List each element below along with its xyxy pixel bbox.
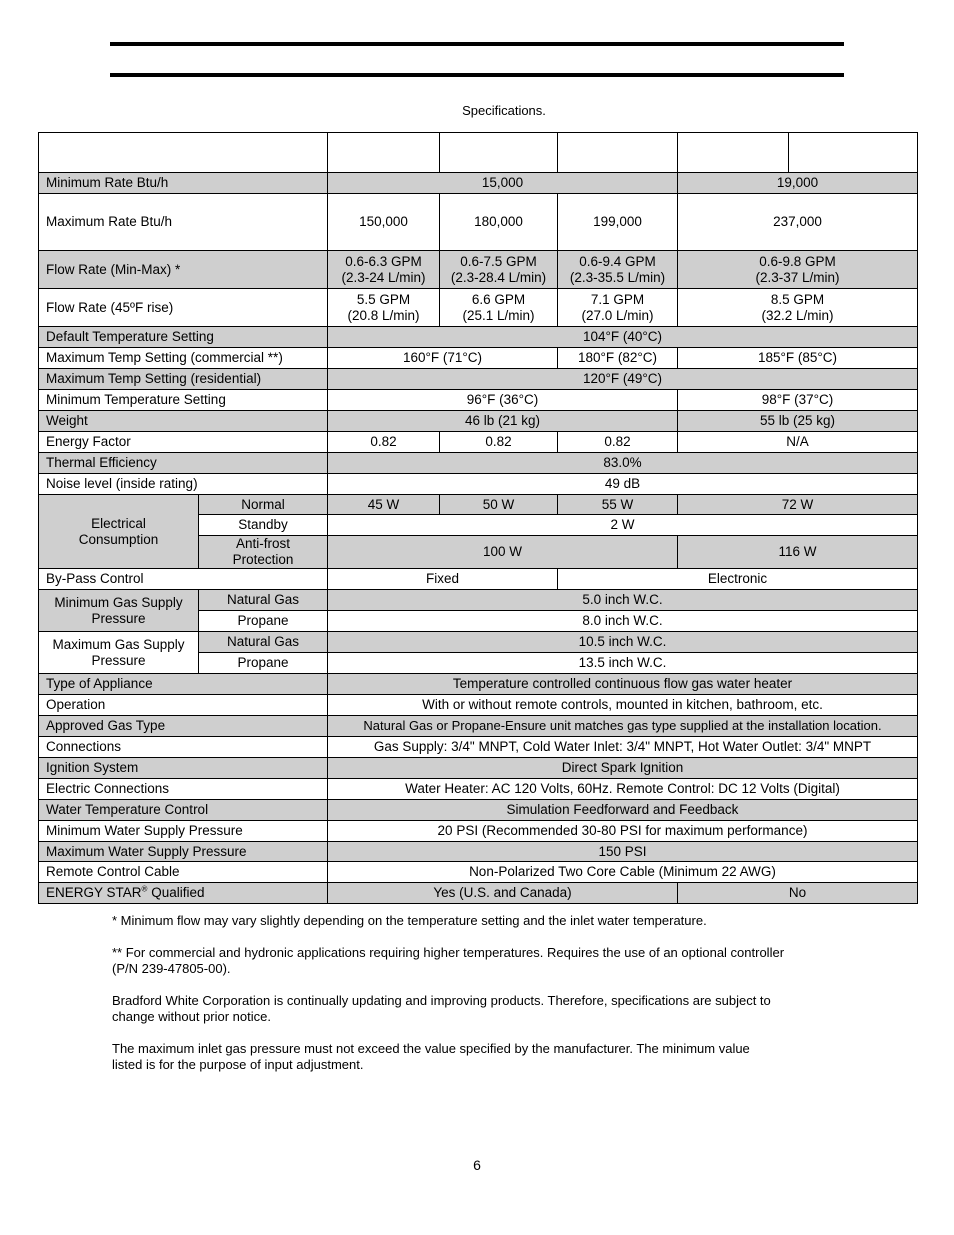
cell-value: 72 W bbox=[678, 495, 918, 515]
table-row bbox=[39, 173, 918, 194]
table-row bbox=[39, 674, 918, 695]
table-row bbox=[39, 194, 918, 251]
row-label: Minimum Rate Btu/h bbox=[39, 173, 328, 194]
cell-value: 0.82 bbox=[558, 432, 678, 453]
cell-value: Water Heater: AC 120 Volts, 60Hz. Remote Control: DC 12 Volts (Digital) bbox=[328, 779, 918, 800]
table-row bbox=[39, 590, 918, 611]
row-label: Electric Connections bbox=[39, 779, 328, 800]
header-cell-model-3 bbox=[558, 133, 678, 173]
table-row bbox=[39, 289, 918, 327]
cell-value: 104°F (40°C) bbox=[328, 327, 918, 348]
cell-line: Pressure bbox=[91, 652, 146, 668]
cell-value bbox=[440, 289, 558, 327]
cell-value: 120°F (49°C) bbox=[328, 369, 918, 390]
cell-value: 45 W bbox=[328, 495, 440, 515]
row-sublabel: Propane bbox=[199, 611, 328, 632]
top-rule-1 bbox=[110, 42, 844, 46]
cell-value: 96°F (36°C) bbox=[328, 390, 678, 411]
cell-value: Simulation Feedforward and Feedback bbox=[328, 800, 918, 821]
table-row bbox=[39, 842, 918, 862]
row-label: Maximum Rate Btu/h bbox=[39, 194, 328, 251]
cell-value: 19,000 bbox=[678, 173, 918, 194]
cell-value: 20 PSI (Recommended 30-80 PSI for maximum performance) bbox=[328, 821, 918, 842]
cell-value bbox=[558, 251, 678, 289]
table-row bbox=[39, 453, 918, 474]
row-label: Ignition System bbox=[39, 758, 328, 779]
table-row bbox=[39, 411, 918, 432]
cell-value bbox=[678, 289, 918, 327]
cell-value: 0.82 bbox=[328, 432, 440, 453]
row-label: Maximum Water Supply Pressure bbox=[39, 842, 328, 862]
cell-value: 55 lb (25 kg) bbox=[678, 411, 918, 432]
cell-value: 150,000 bbox=[328, 194, 440, 251]
cell-value: With or without remote controls, mounted in kitchen, bathroom, etc. bbox=[328, 695, 918, 716]
note-line: (P/N 239-47805-00). bbox=[112, 961, 231, 976]
table-row bbox=[39, 369, 918, 390]
cell-value: 83.0% bbox=[328, 453, 918, 474]
cell-line: Consumption bbox=[78, 531, 159, 547]
table-row bbox=[39, 327, 918, 348]
row-label: Operation bbox=[39, 695, 328, 716]
table-row bbox=[39, 862, 918, 883]
row-label: Weight bbox=[39, 411, 328, 432]
table-row bbox=[39, 251, 918, 289]
row-label: Maximum Temp Setting (commercial **) bbox=[39, 348, 328, 369]
cell-value: 0.82 bbox=[440, 432, 558, 453]
row-label: Connections bbox=[39, 737, 328, 758]
table-row bbox=[39, 779, 918, 800]
table-caption: Specifications. bbox=[462, 103, 546, 118]
row-label: Default Temperature Setting bbox=[39, 327, 328, 348]
cell-value bbox=[678, 251, 918, 289]
cell-value: 160°F (71°C) bbox=[328, 348, 558, 369]
cell-value: 116 W bbox=[678, 536, 918, 569]
cell-value: 180°F (82°C) bbox=[558, 348, 678, 369]
row-label: Minimum Water Supply Pressure bbox=[39, 821, 328, 842]
row-label: Flow Rate (45ºF rise) bbox=[39, 289, 328, 327]
row-label: Remote Control Cable bbox=[39, 862, 328, 883]
table-row bbox=[39, 348, 918, 369]
note-line: ** For commercial and hydronic applications requiring higher temperatures. Requires the use of an optional controller bbox=[112, 945, 785, 960]
cell-value: 46 lb (21 kg) bbox=[328, 411, 678, 432]
row-label: Energy Factor bbox=[39, 432, 328, 453]
cell-value bbox=[440, 251, 558, 289]
row-label: Approved Gas Type bbox=[39, 716, 328, 737]
row-group-label bbox=[39, 590, 199, 632]
cell-value bbox=[328, 289, 440, 327]
table-row bbox=[39, 495, 918, 515]
row-label: Type of Appliance bbox=[39, 674, 328, 695]
row-label: Thermal Efficiency bbox=[39, 453, 328, 474]
note-line: Bradford White Corporation is continually updating and improving products. Therefore, specifications are subject to bbox=[112, 993, 771, 1008]
row-group-label bbox=[39, 495, 199, 569]
page-number: 6 bbox=[473, 1157, 481, 1173]
cell-value: 150 PSI bbox=[328, 842, 918, 862]
cell-value: 8.0 inch W.C. bbox=[328, 611, 918, 632]
cell-line: 8.5 GPM bbox=[770, 291, 825, 307]
row-label bbox=[39, 883, 328, 904]
table-row bbox=[39, 737, 918, 758]
cell-line: (20.8 L/min) bbox=[347, 307, 420, 323]
footnotes bbox=[112, 913, 852, 1089]
cell-value: 55 W bbox=[558, 495, 678, 515]
cell-line: (2.3-35.5 L/min) bbox=[569, 269, 666, 285]
cell-line: 7.1 GPM bbox=[590, 291, 645, 307]
table-row bbox=[39, 758, 918, 779]
row-sublabel: Propane bbox=[199, 653, 328, 674]
cell-value: 100 W bbox=[328, 536, 678, 569]
header-row bbox=[39, 133, 918, 173]
row-sublabel bbox=[199, 536, 328, 569]
energy-star-text: ENERGY STAR bbox=[46, 885, 142, 900]
note-line: * Minimum flow may vary slightly depending on the temperature setting and the inlet water temperature. bbox=[112, 913, 707, 928]
cell-line: (27.0 L/min) bbox=[581, 307, 654, 323]
footnote-1 bbox=[112, 913, 852, 929]
table-row bbox=[39, 695, 918, 716]
cell-value: 199,000 bbox=[558, 194, 678, 251]
cell-value: Gas Supply: 3/4" MNPT, Cold Water Inlet: 3/4" MNPT, Hot Water Outlet: 3/4" MNPT bbox=[328, 737, 918, 758]
table-row bbox=[39, 432, 918, 453]
row-label: Maximum Temp Setting (residential) bbox=[39, 369, 328, 390]
header-cell-model-4b bbox=[789, 133, 918, 173]
footnote-2 bbox=[112, 945, 852, 977]
specifications-table bbox=[38, 132, 918, 904]
cell-value: Yes (U.S. and Canada) bbox=[328, 883, 678, 904]
cell-value: Temperature controlled continuous flow gas water heater bbox=[328, 674, 918, 695]
cell-value: Fixed bbox=[328, 569, 558, 590]
cell-line: Minimum Gas Supply bbox=[54, 594, 183, 610]
table-row bbox=[39, 821, 918, 842]
cell-value: Direct Spark Ignition bbox=[328, 758, 918, 779]
registered-mark: ® bbox=[141, 884, 148, 894]
cell-value: 185°F (85°C) bbox=[678, 348, 918, 369]
row-label: Flow Rate (Min-Max) * bbox=[39, 251, 328, 289]
row-sublabel: Natural Gas bbox=[199, 632, 328, 653]
table-row bbox=[39, 883, 918, 904]
table-row bbox=[39, 800, 918, 821]
cell-value: 98°F (37°C) bbox=[678, 390, 918, 411]
row-label: By-Pass Control bbox=[39, 569, 328, 590]
cell-value: No bbox=[678, 883, 918, 904]
table-row bbox=[39, 632, 918, 653]
note-line: change without prior notice. bbox=[112, 1009, 271, 1024]
cell-line: (32.2 L/min) bbox=[761, 307, 834, 323]
cell-line: (2.3-24 L/min) bbox=[341, 269, 426, 285]
gas-pressure-note bbox=[112, 1041, 852, 1073]
top-rule-2 bbox=[110, 73, 844, 77]
cell-line: 0.6-7.5 GPM bbox=[460, 253, 537, 269]
row-label: Water Temperature Control bbox=[39, 800, 328, 821]
cell-value: 49 dB bbox=[328, 474, 918, 495]
cell-value: 15,000 bbox=[328, 173, 678, 194]
header-cell-model-1 bbox=[328, 133, 440, 173]
row-label: Noise level (inside rating) bbox=[39, 474, 328, 495]
cell-value: 13.5 inch W.C. bbox=[328, 653, 918, 674]
cell-line: (2.3-37 L/min) bbox=[755, 269, 840, 285]
cell-value bbox=[328, 251, 440, 289]
cell-line: Maximum Gas Supply bbox=[52, 636, 185, 652]
cell-value: N/A bbox=[678, 432, 918, 453]
header-cell-blank bbox=[39, 133, 328, 173]
table-row bbox=[39, 390, 918, 411]
cell-value: Natural Gas or Propane-Ensure unit matches gas type supplied at the installation location. bbox=[328, 716, 918, 737]
cell-value: 10.5 inch W.C. bbox=[328, 632, 918, 653]
table-row bbox=[39, 716, 918, 737]
cell-value bbox=[558, 289, 678, 327]
qualified-text: Qualified bbox=[147, 885, 205, 900]
cell-value: Non-Polarized Two Core Cable (Minimum 22 AWG) bbox=[328, 862, 918, 883]
cell-line: Electrical bbox=[91, 515, 146, 531]
note-line: The maximum inlet gas pressure must not exceed the value specified by the manufacturer. The minimum value bbox=[112, 1041, 750, 1056]
cell-value: 5.0 inch W.C. bbox=[328, 590, 918, 611]
note-line: listed is for the purpose of input adjustment. bbox=[112, 1057, 364, 1072]
cell-line: (25.1 L/min) bbox=[462, 307, 535, 323]
row-group-label bbox=[39, 632, 199, 674]
cell-line: Pressure bbox=[91, 610, 146, 626]
row-sublabel: Natural Gas bbox=[199, 590, 328, 611]
table-row bbox=[39, 474, 918, 495]
cell-line: 5.5 GPM bbox=[356, 291, 411, 307]
cell-line: 0.6-9.4 GPM bbox=[579, 253, 656, 269]
cell-value: 50 W bbox=[440, 495, 558, 515]
row-sublabel: Normal bbox=[199, 495, 328, 515]
cell-line: 0.6-6.3 GPM bbox=[345, 253, 422, 269]
row-sublabel: Standby bbox=[199, 515, 328, 536]
table-row bbox=[39, 569, 918, 590]
row-label: Minimum Temperature Setting bbox=[39, 390, 328, 411]
cell-line: Anti-frost bbox=[235, 536, 290, 551]
cell-value: Electronic bbox=[558, 569, 918, 590]
disclaimer-note bbox=[112, 993, 852, 1025]
cell-line: 0.6-9.8 GPM bbox=[759, 253, 836, 269]
cell-value: 180,000 bbox=[440, 194, 558, 251]
cell-value: 237,000 bbox=[678, 194, 918, 251]
cell-line: Protection bbox=[232, 552, 294, 567]
cell-line: (2.3-28.4 L/min) bbox=[450, 269, 547, 285]
header-cell-model-2 bbox=[440, 133, 558, 173]
cell-value: 2 W bbox=[328, 515, 918, 536]
header-cell-model-4a bbox=[678, 133, 789, 173]
cell-line: 6.6 GPM bbox=[471, 291, 526, 307]
